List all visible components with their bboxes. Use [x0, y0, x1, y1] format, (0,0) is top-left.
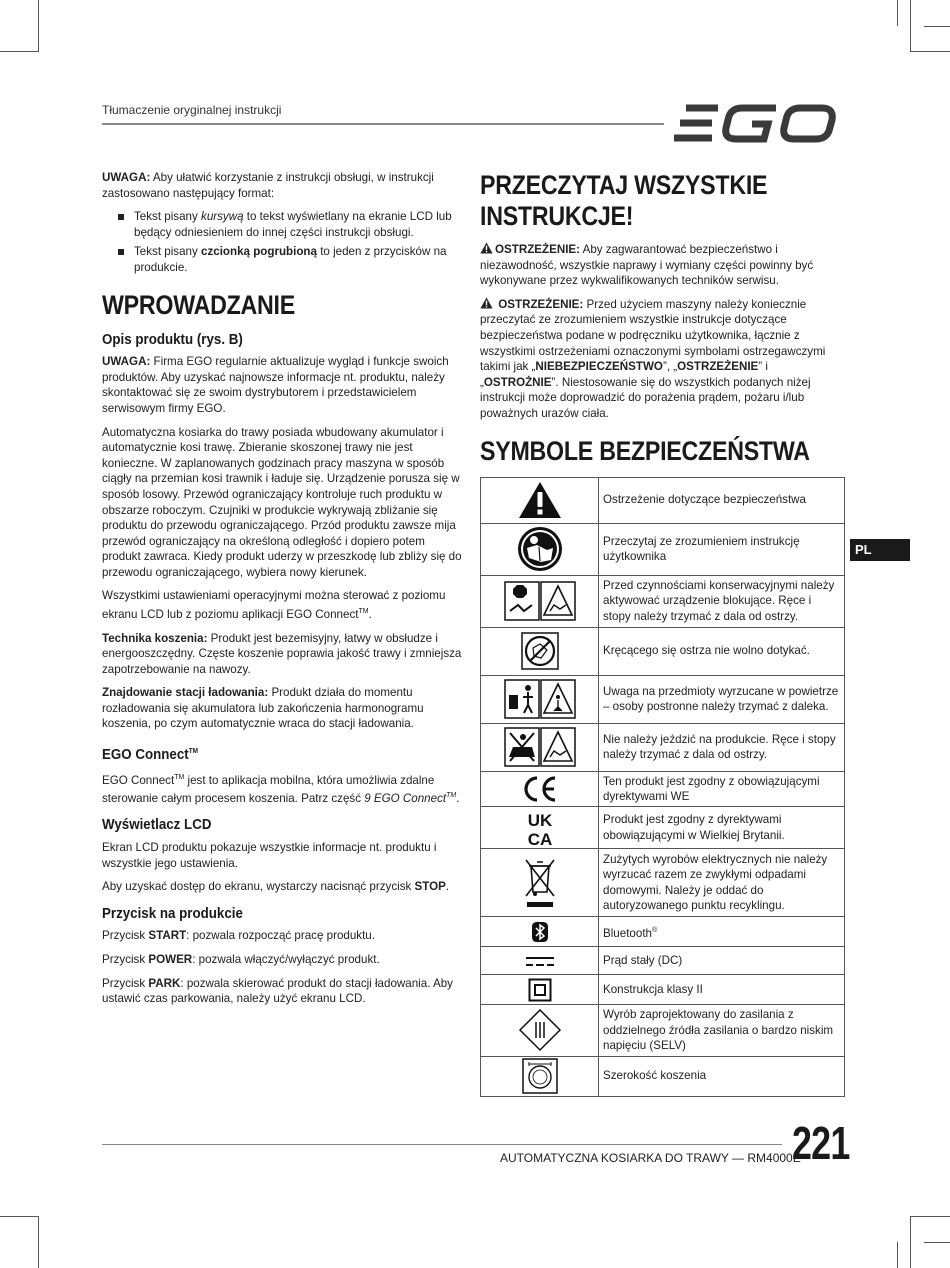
format-list [102, 209, 464, 275]
maintenance-block-icon [504, 581, 576, 621]
crop-mark [911, 51, 950, 52]
selv-icon [518, 1008, 562, 1052]
crop-mark [924, 1242, 950, 1243]
header-rule [102, 123, 664, 125]
symbol-description: Nie należy jeździć na produkcie. Ręce i stopy należy trzymać z dala od ostrzy. [599, 723, 845, 771]
footer-text: AUTOMATYCZNA KOSIARKA DO TRAWY — RM4000E [500, 1151, 801, 1165]
table-row [481, 807, 845, 849]
table-row [481, 1056, 845, 1096]
table-row [481, 917, 845, 947]
warning-icon [480, 242, 493, 254]
paragraph: Przycisk PARK: pozwala skierować produkt do stacji ładowania. Aby ustawić czas parkowania, należy użyć ekranu LCD. [102, 976, 453, 1006]
footer-rule [102, 1144, 782, 1145]
paragraph: Przycisk START: pozwala rozpocząć pracę produktu. [102, 929, 375, 943]
symbol-cell [481, 523, 599, 575]
symbol-cell [481, 917, 599, 947]
paragraph: Automatyczna kosiarka do trawy posiada wbudowany akumulator i automatycznie kosi trawę. Zbieranie skoszonej trawy nie jest konieczne. W zaplanowanych godzinach pracy maszyna w sposób ciągły na przemian kosi trawnik i ładuje się. Urządzenie porusza się w sposób losowy. Przewód ograniczający kontroluje ruch produktu w obszarze roboczym. Czujniki w produkcie wykrywają zbliżanie się produktu do przewodu ograniczającego. Przód produktu zawsze mija przewód ograniczający na określoną odległość i dopiero potem produkt zawraca. Kiedy produkt uderzy w przeszkodę lub zbliży się do przewodu ograniczającego, wybiera nowy kierunek. [102, 425, 462, 579]
symbol-cell [481, 675, 599, 723]
symbol-cell [481, 477, 599, 523]
paragraph: Wszystkimi ustawieniami operacyjnymi można sterować z poziomu ekranu LCD lub z poziomu aplikacji EGO Connect™. [102, 589, 446, 621]
warning-triangle-icon [518, 481, 562, 519]
symbol-description: Produkt jest zgodny z dyrektywami obowiązującymi w Wielkiej Brytanii. [599, 807, 845, 849]
crop-mark [924, 26, 950, 27]
warning-paragraph: OSTRZEŻENIE: Aby zagwarantować bezpieczeństwo i niezawodność, wszystkie naprawy i wymiany części powinny być wykonywane przez wykwalifikowanych techników serwisu. [480, 243, 814, 288]
crop-mark [0, 51, 38, 52]
paragraph: UWAGA: Firma EGO regularnie aktualizuje wygląd i funkcje swoich produktów. Aby uzyskać najnowsze informacje nt. produktu, należy skontaktować się ze swoim dystrybutorem i przedstawicielem serwisowym firmy EGO. [102, 355, 449, 415]
table-row [481, 675, 845, 723]
symbol-description: Kręcącego się ostrza nie wolno dotykać. [599, 627, 845, 675]
crop-mark [910, 0, 911, 52]
table-row [481, 771, 845, 807]
symbol-description: Ostrzeżenie dotyczące bezpieczeństwa [599, 477, 845, 523]
table-row [481, 975, 845, 1005]
symbol-cell [481, 807, 599, 849]
symbol-cell [481, 627, 599, 675]
paragraph: EGO Connect™ jest to aplikacja mobilna, która umożliwia zdalne sterowanie całym procesem koszenia. Patrz część 9 EGO Connect™. [102, 773, 460, 805]
symbol-description: Przeczytaj ze zrozumieniem instrukcję użytkownika [599, 523, 845, 575]
left-column [102, 170, 464, 1015]
symbol-cell [481, 575, 599, 627]
symbol-description: Uwaga na przedmioty wyrzucane w powietrze – osoby postronne należy trzymać z daleka. [599, 675, 845, 723]
symbol-cell [481, 1005, 599, 1056]
lcd-heading: Wyświetlacz LCD [102, 817, 212, 834]
page-number: 221 [792, 1117, 850, 1169]
bluetooth-icon [528, 920, 552, 944]
table-row [481, 1005, 845, 1056]
weee-bin-icon [523, 856, 557, 910]
note-paragraph: UWAGA: Aby ułatwić korzystanie z instrukcji obsługi, w instrukcji zastosowano następujący format: [102, 171, 434, 200]
symbol-description: Konstrukcja klasy II [599, 975, 845, 1005]
ego-connect-heading: EGO Connect™ [102, 746, 199, 763]
no-touch-blade-icon [521, 632, 559, 670]
ukca-mark-icon [522, 809, 558, 847]
crop-mark [0, 1216, 38, 1217]
table-row [481, 575, 845, 627]
class-ii-icon [528, 978, 552, 1002]
crop-mark [38, 0, 39, 52]
crop-mark [910, 1216, 911, 1268]
crop-mark [897, 0, 898, 26]
ce-mark-icon [521, 775, 559, 803]
thrown-objects-icon [504, 679, 576, 719]
safety-symbols-heading: SYMBOLE BEZPIECZEŃSTWA [480, 435, 810, 466]
table-row [481, 849, 845, 917]
symbol-cell [481, 723, 599, 771]
language-tab: PL [850, 539, 910, 561]
symbol-cell [481, 771, 599, 807]
header-text: Tłumaczenie oryginalnej instrukcji [102, 103, 282, 117]
symbol-cell [481, 1056, 599, 1096]
table-row [481, 627, 845, 675]
read-manual-icon [517, 526, 563, 572]
table-row [481, 947, 845, 975]
list-item: Tekst pisany kursywą to tekst wyświetlany na ekranie LCD lub będący odniesieniem do innej części instrukcji obsługi. [116, 209, 464, 240]
svg-text:CA: CA [527, 829, 552, 847]
symbol-description: Przed czynnościami konserwacyjnymi należy aktywować urządzenie blokujące. Ręce i stopy należy trzymać z dala od ostrzy. [599, 575, 845, 627]
paragraph: Aby uzyskać dostęp do ekranu, wystarczy nacisnąć przycisk STOP. [102, 880, 450, 894]
paragraph: Technika koszenia: Produkt jest bezemisyjny, łatwy w obsłudze i energooszczędny. Częste koszenie poprawia jakość trawy i zmniejsza zapotrzebowanie na nawozy. [102, 631, 462, 676]
symbol-cell [481, 975, 599, 1005]
symbol-description: Bluetooth® [599, 917, 845, 947]
buttons-heading: Przycisk na produkcie [102, 905, 243, 922]
ego-logo-icon [672, 102, 844, 146]
symbol-description: Zużytych wyrobów elektrycznych nie należy wyrzucać razem ze zwykłymi odpadami domowymi. Należy je oddać do autoryzowanego punktu recyklingu. [599, 849, 845, 917]
symbol-cell [481, 947, 599, 975]
table-row [481, 477, 845, 523]
list-item: Tekst pisany czcionką pogrubioną to jeden z przycisków na produkcie. [116, 244, 464, 275]
crop-mark [897, 1242, 898, 1268]
symbol-description: Wyrób zaprojektowany do zasilania z oddzielnego źródła zasilania o bardzo niskim napięciu (SELV) [599, 1005, 845, 1056]
dc-current-icon [525, 954, 555, 968]
table-row [481, 723, 845, 771]
warning-paragraph: OSTRZEŻENIE: Przed użyciem maszyny należy koniecznie przeczytać ze zrozumieniem wszystkie instrukcje dotyczące bezpieczeństwa podane w podręczniku użytkownika, łącznie z wszystkimi ostrzeżeniami oznaczonymi symbolami ostrzegawczymi takimi jak „NIEBEZPIECZEŃSTWO”, „OSTRZEŻENIE” i „OSTROŻNIE”. Niestosowanie się do wszystkich podanych niżej instrukcji może doprowadzić do porażenia prądem, pożaru i/lub poważnych urazów ciała. [480, 297, 826, 420]
paragraph: Przycisk POWER: pozwala włączyć/wyłączyć produkt. [102, 952, 380, 966]
product-description-heading: Opis produktu (rys. B) [102, 331, 243, 348]
cutting-width-icon [522, 1058, 558, 1094]
right-column [480, 170, 845, 1097]
crop-mark [911, 1216, 950, 1217]
symbol-description: Szerokość koszenia [599, 1056, 845, 1096]
warning-icon [480, 297, 493, 309]
safety-symbols-table [480, 477, 845, 1097]
intro-heading: WPROWADZANIE [102, 289, 295, 320]
symbol-description: Ten produkt jest zgodny z obowiązującymi dyrektywami WE [599, 771, 845, 807]
crop-mark [38, 1216, 39, 1268]
paragraph: Znajdowanie stacji ładowania: Produkt działa do momentu rozładowania się akumulatora lub zakończenia harmonogramu koszenia, po czym automatycznie wraca do stacji ładowania. [102, 686, 424, 731]
table-row [481, 523, 845, 575]
read-instructions-heading: PRZECZYTAJ WSZYSTKIE INSTRUKCJE! [480, 170, 768, 231]
symbol-description: Prąd stały (DC) [599, 947, 845, 975]
paragraph: Ekran LCD produktu pokazuje wszystkie informacje nt. produktu i wszystkie jego ustawienia. [102, 841, 437, 870]
svg-text:UK: UK [527, 810, 552, 830]
no-riding-icon [504, 727, 576, 767]
symbol-cell [481, 849, 599, 917]
